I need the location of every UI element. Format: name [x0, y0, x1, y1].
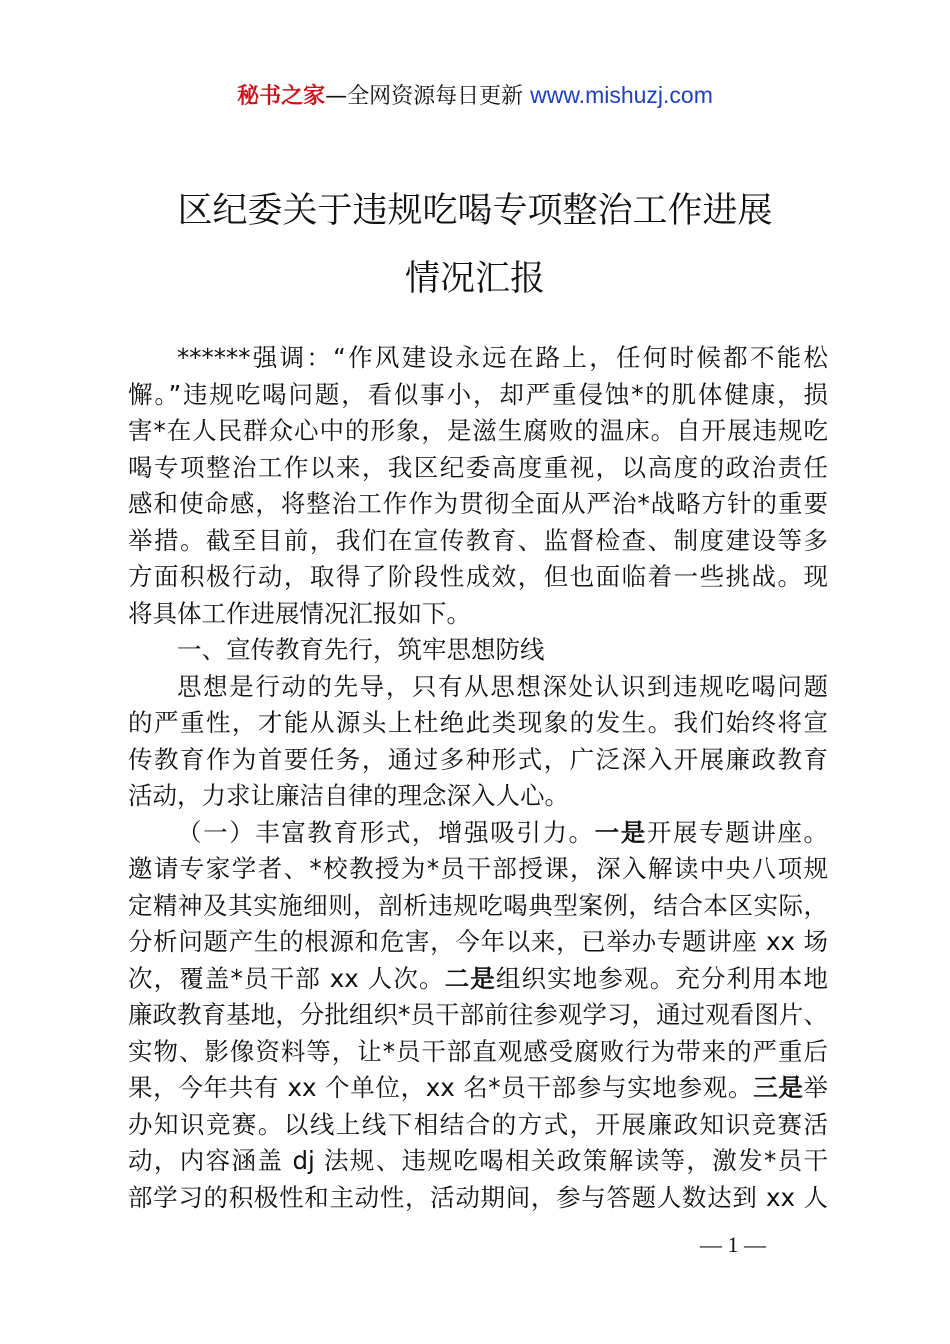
body-line: 邀请专家学者、*校教授为*员干部授课，深入解读中央八项规	[128, 854, 828, 883]
site-url-link[interactable]: www.mishuzj.com	[530, 82, 713, 108]
body-line: 定精神及其实施细则，剖析违规吃喝典型案例，结合本区实际，	[128, 890, 828, 920]
body-line: 实物、影像资料等，让*员干部直观感受腐败行为带来的严重后	[128, 1036, 828, 1066]
body-line: 懈。”违规吃喝问题，看似事小，却严重侵蚀*的肌体健康，损	[128, 379, 828, 409]
lead-marker: 一是	[594, 817, 647, 847]
body-line: 害*在人民群众心中的形象，是滋生腐败的温床。自开展违规吃	[128, 416, 828, 445]
body-fragment: 次，覆盖*员干部 xx 人次。	[128, 963, 445, 993]
brand-name: 秘书之家	[237, 84, 326, 109]
body-line: 的严重性，才能从源头上杜绝此类现象的发生。我们始终将宣	[128, 708, 828, 737]
body-line: 办知识竞赛。以线上线下相结合的方式，开展廉政知识竞赛活	[128, 1109, 828, 1139]
body-line: ******强调：“作风建设永远在路上，任何时候都不能松	[177, 343, 828, 372]
document-body	[128, 340, 828, 1216]
body-line: 将具体工作进展情况汇报如下。	[128, 598, 471, 628]
body-line: 感和使命感，将整治工作作为贯彻全面从严治*战略方针的重要	[128, 489, 828, 518]
body-line: 方面积极行动，取得了阶段性成效，但也面临着一些挑战。现	[128, 562, 828, 591]
body-line-mixed	[128, 961, 828, 998]
body-fragment: 组织实地参观。充分利用本地	[495, 963, 828, 993]
body-fragment: 举	[803, 1073, 828, 1102]
body-fragment: 开展专题讲座。	[646, 817, 828, 847]
section-heading: 一、宣传教育先行，筑牢思想防线	[177, 635, 545, 664]
body-line: 举措。截至目前，我们在宣传教育、监督检查、制度建设等多	[128, 525, 828, 555]
subsection-heading: （一）丰富教育形式，增强吸引力。	[177, 817, 595, 847]
site-header	[0, 78, 950, 114]
lead-marker: 三是	[753, 1073, 804, 1102]
body-line: 活动，力求让廉洁自律的理念深入人心。	[128, 781, 569, 810]
document-title-line-2: 情况汇报	[404, 259, 545, 299]
body-fragment: 果，今年共有 xx 个单位，xx 名*员干部参与实地参观。	[128, 1073, 754, 1102]
body-line: 动，内容涵盖 dj 法规、违规吃喝相关政策解读等，激发*员干	[128, 1146, 828, 1175]
body-line: 思想是行动的先导，只有从思想深处认识到违规吃喝问题	[177, 671, 828, 701]
page-number: — 1 —	[700, 1232, 766, 1257]
document-title-line-1: 区纪委关于违规吃喝专项整治工作进展	[177, 191, 773, 231]
body-line: 廉政教育基地，分批组织*员干部前往参观学习，通过观看图片、	[128, 1000, 828, 1029]
body-line: 部学习的积极性和主动性，活动期间，参与答题人数达到 xx 人	[128, 1182, 828, 1212]
body-line: 传教育作为首要任务，通过多种形式，广泛深入开展廉政教育	[128, 744, 828, 774]
body-line: 喝专项整治工作以来，我区纪委高度重视，以高度的政治责任	[128, 452, 828, 482]
lead-marker: 二是	[444, 963, 496, 993]
body-line: 分析问题产生的根源和危害，今年以来，已举办专题讲座 xx 场	[128, 927, 828, 956]
header-slogan: —全网资源每日更新	[325, 84, 524, 109]
body-line-mixed	[128, 1070, 828, 1107]
subsection-heading-line	[128, 815, 828, 852]
